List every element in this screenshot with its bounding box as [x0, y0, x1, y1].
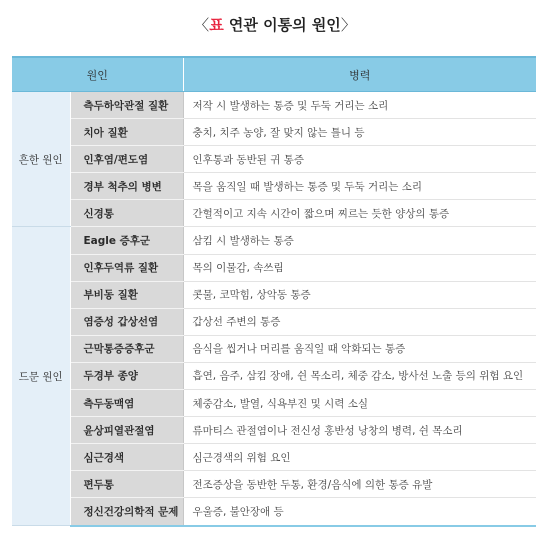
ear-pain-causes-table	[12, 56, 536, 527]
symptom-cell: 심근경색의 위험 요인	[183, 444, 536, 471]
cause-cell: 윤상피열관절염	[70, 417, 183, 444]
symptom-cell: 우울증, 불안장애 등	[183, 498, 536, 526]
symptom-cell: 삼킴 시 발생하는 통증	[183, 227, 536, 254]
symptom-cell: 콧물, 코막힘, 상악동 통증	[183, 281, 536, 308]
symptom-cell: 전조증상을 동반한 두통, 환경/음식에 의한 통증 유발	[183, 471, 536, 498]
table-row	[12, 335, 536, 362]
header-cause: 원인	[12, 57, 183, 92]
cause-cell: 근막통증증후군	[70, 335, 183, 362]
title-table-marker: 표	[209, 16, 224, 34]
cause-cell: 신경통	[70, 200, 183, 227]
table-title	[0, 14, 550, 35]
cause-cell: 부비동 질환	[70, 281, 183, 308]
cause-cell: 경부 척추의 병변	[70, 173, 183, 200]
table-row	[12, 362, 536, 389]
table-row	[12, 281, 536, 308]
symptom-cell: 흡연, 음주, 삼킴 장애, 쉰 목소리, 체중 감소, 방사선 노출 등의 위험 요인	[183, 362, 536, 389]
table-row	[12, 146, 536, 173]
cause-cell: 정신건강의학적 문제	[70, 498, 183, 526]
title-close-bracket: 〉	[340, 16, 356, 34]
symptom-cell: 목을 움직일 때 발생하는 통증 및 두둑 거리는 소리	[183, 173, 536, 200]
symptom-cell: 음식을 씹거나 머리를 움직일 때 악화되는 통증	[183, 335, 536, 362]
table-row	[12, 92, 536, 119]
table-row	[12, 444, 536, 471]
symptom-cell: 목의 이물감, 속쓰림	[183, 254, 536, 281]
cause-cell: Eagle 증후군	[70, 227, 183, 254]
symptom-cell: 류마티스 관절염이나 전신성 홍반성 낭창의 병력, 쉰 목소리	[183, 417, 536, 444]
cause-cell: 염증성 갑상선염	[70, 308, 183, 335]
title-text: 연관 이통의 원인	[228, 16, 341, 34]
table-row	[12, 417, 536, 444]
symptom-cell: 갑상선 주변의 통증	[183, 308, 536, 335]
title-open-bracket: 〈	[194, 16, 210, 34]
group-label: 흔한 원인	[12, 92, 70, 227]
cause-cell: 측두동맥염	[70, 390, 183, 417]
header-disease: 병력	[183, 57, 536, 92]
symptom-cell: 간헐적이고 지속 시간이 짧으며 찌르는 듯한 양상의 통증	[183, 200, 536, 227]
table-row	[12, 200, 536, 227]
table-row	[12, 471, 536, 498]
cause-cell: 치아 질환	[70, 119, 183, 146]
cause-cell: 편두통	[70, 471, 183, 498]
cause-cell: 측두하악관절 질환	[70, 92, 183, 119]
header-row	[12, 57, 536, 92]
table-row	[12, 308, 536, 335]
table-row	[12, 227, 536, 254]
table-row	[12, 173, 536, 200]
symptom-cell: 인후통과 동반된 귀 통증	[183, 146, 536, 173]
cause-cell: 인후염/편도염	[70, 146, 183, 173]
table-row	[12, 254, 536, 281]
table-row	[12, 498, 536, 526]
group-label: 드문 원인	[12, 227, 70, 526]
symptom-cell: 체중감소, 발열, 식욕부진 및 시력 소실	[183, 390, 536, 417]
symptom-cell: 저작 시 발생하는 통증 및 두둑 거리는 소리	[183, 92, 536, 119]
cause-cell: 심근경색	[70, 444, 183, 471]
table-row	[12, 390, 536, 417]
cause-cell: 인후두역류 질환	[70, 254, 183, 281]
symptom-cell: 충치, 치주 농양, 잘 맞지 않는 틀니 등	[183, 119, 536, 146]
table-row	[12, 119, 536, 146]
cause-cell: 두경부 종양	[70, 362, 183, 389]
